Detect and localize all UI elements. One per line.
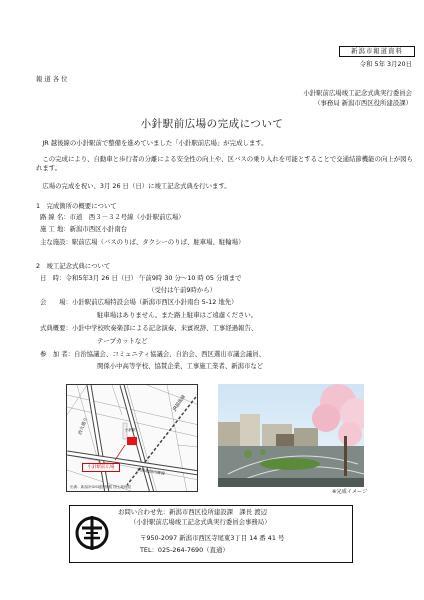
sender-committee: 小針駅前広場竣工記念式典実行委員会 <box>303 89 412 97</box>
plaza-marker <box>127 437 137 445</box>
ceremony-venue: 会 場：小針駅前広場特設会場（新潟市西区小針南台 5-12 地先） <box>40 298 238 306</box>
intro-paragraph: JR 越後線の小針駅前で整備を進めていました「小針駅前広場」が完成します。 <box>42 139 268 147</box>
sender-secretariat: （事務局 新潟市西区役所建設課） <box>314 99 412 107</box>
ceremony-overview-cont: テープカットなど <box>97 337 148 345</box>
road-label-nishi: 西大通り <box>78 417 90 436</box>
completion-image-note: ※完成イメージ <box>332 489 368 495</box>
road-label-kameda: 新潟亀田内郷線 <box>136 467 166 476</box>
contact-department: お問い合わせ先：新潟市西区役所建設課 課長 渡辺 <box>118 508 268 516</box>
attendees: 参 加 者：自治協議会、コミュニティ協議会、自治会、西区選出市議会議員、 <box>40 350 266 358</box>
route-name: 路 線 名：市道 西３－３２号線（小針駅前広場） <box>40 213 185 221</box>
ceremony-datetime: 日 時：令和5年3月 26 日（日） 午前9時 30 分～10 時 05 分頃まで <box>40 274 242 282</box>
attendees-cont: 関係小中高等学校、協賛企業、工事施工業者、新潟市など <box>97 362 264 370</box>
completion-image <box>218 384 364 487</box>
document-title: 小針駅前広場の完成について <box>140 118 284 130</box>
benefit-paragraph: この完成により、自動車と歩行者の分離による安全性の向上や、区バスの乗り入れを可能とすることで交通結節機能の向上が図られます。 <box>36 155 413 172</box>
construction-site: 施 工 地：新潟市西区小針南台 <box>40 225 128 233</box>
station-label: 小針駅 <box>125 428 136 432</box>
ceremony-paragraph: 広場の完成を祝い、3月 26 日（日）に竣工記念式典を行います。 <box>42 182 231 190</box>
contact-phone: TEL：025-264-7690（直通） <box>140 546 229 554</box>
reception-time: （受付は午前9時から） <box>148 286 216 294</box>
press-release-label: 新潟市報道資料 <box>339 46 415 57</box>
contact-address: 〒950-2097 新潟市西区寺尾東3丁目 14 番 41 号 <box>140 534 285 542</box>
section-completion-heading: 1 完成箇所の概要について <box>36 202 117 210</box>
map-plaza-label: 小針駅前広場 <box>82 463 120 472</box>
ceremony-overview: 式典概要：小針中学校吹奏楽部による記念演奏、来賓祝辞、工事経過報告、 <box>40 324 258 332</box>
contact-secretariat: （小針駅前広場竣工記念式典実行委員会事務局） <box>130 518 271 526</box>
location-map <box>66 384 198 492</box>
addressee: 報道各位 <box>36 75 70 83</box>
niigata-city-emblem-icon <box>74 510 110 556</box>
road-label-jr: JR越後線 <box>172 394 187 413</box>
release-date: 令和 5年 3月20日 <box>359 60 412 68</box>
map-drawing <box>67 385 198 492</box>
completion-rendering <box>218 384 364 487</box>
parking-note: 駐車場はありません。また路上駐車はご遠慮ください。 <box>97 311 258 319</box>
section-ceremony-heading: 2 竣工記念式典について <box>36 262 111 270</box>
map-source-note: 出典：新潟市GIS地図情報 国土地理院 <box>70 485 132 489</box>
main-facilities: 主な施設：駅前広場（バスのりば、タクシーのりば、駐車場、駐輪場） <box>40 238 245 246</box>
